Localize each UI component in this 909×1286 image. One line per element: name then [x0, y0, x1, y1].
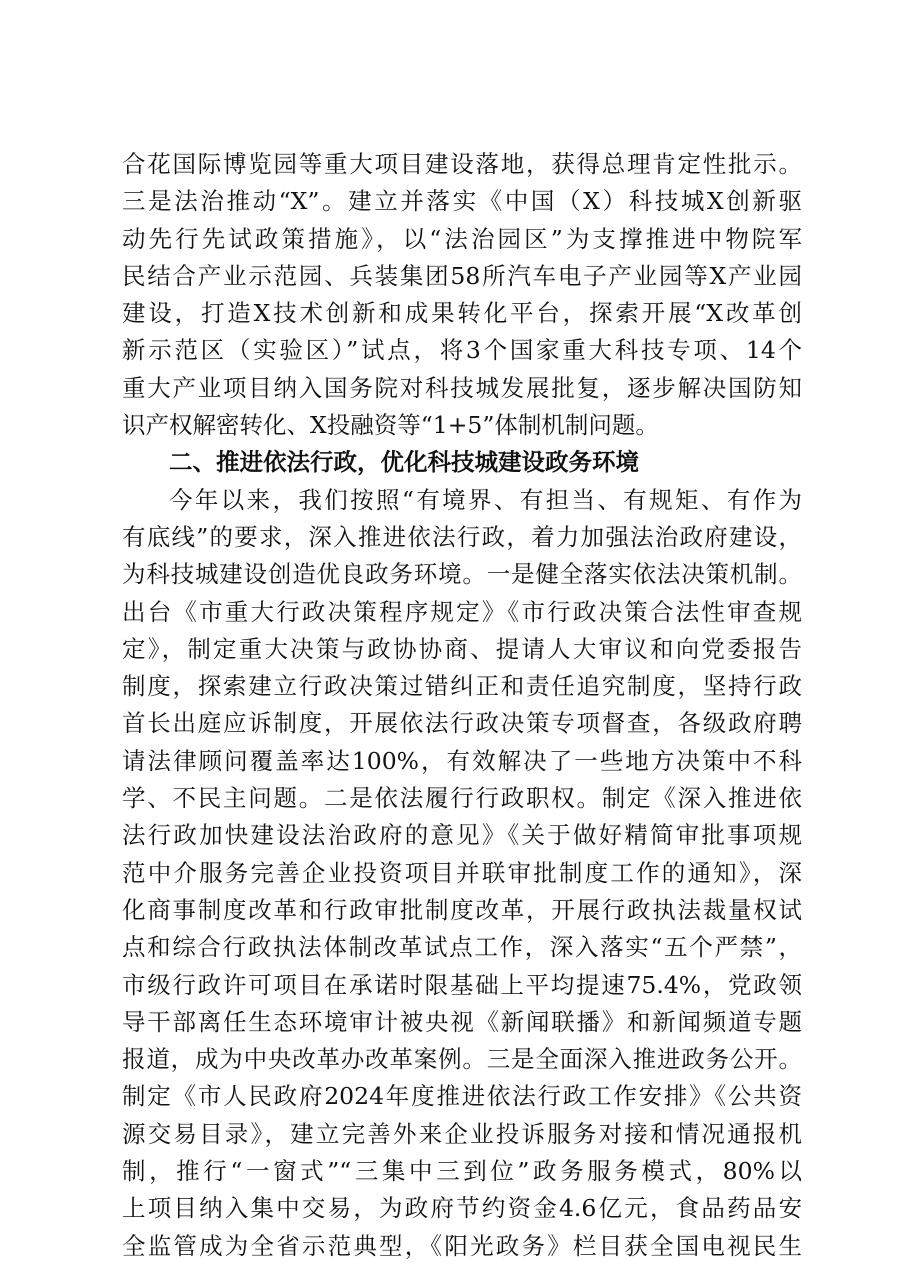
text-line-3: 动先行先试政策措施》，以“法治园区”为支撑推进中物院军 — [122, 224, 802, 253]
text-line-23: 市级行政许可项目在承诺时限基础上平均提速75.4%，党政领 — [122, 970, 802, 999]
text-line-12: 为科技城建设创造优良政务环境。一是健全落实依法决策机制。 — [122, 560, 802, 589]
text-line-22: 点和综合行政执法体制改革试点工作，深入落实“五个严禁”， — [122, 933, 802, 962]
text-line-10: 今年以来，我们按照“有境界、有担当、有规矩、有作为 — [169, 485, 802, 514]
text-line-29: 上项目纳入集中交易，为政府节约资金4.6亿元，食品药品安 — [122, 1194, 802, 1223]
text-line-5: 建设，打造X技术创新和成果转化平台，探索开展“X改革创 — [122, 299, 802, 328]
text-line-11: 有底线”的要求，深入推进依法行政，着力加强法治政府建设， — [122, 522, 802, 551]
text-line-28: 制，推行“一窗式”“三集中三到位”政务服务模式，80%以 — [122, 1157, 802, 1186]
text-line-7: 重大产业项目纳入国务院对科技城发展批复，逐步解决国防知 — [122, 373, 802, 402]
text-line-26: 制定《市人民政府2024年度推进依法行政工作安排》《公共资 — [122, 1082, 802, 1111]
text-line-27: 源交易目录》，建立完善外来企业投诉服务对接和情况通报机 — [122, 1119, 802, 1148]
document-body — [122, 146, 802, 1265]
text-line-16: 首长出庭应诉制度，开展依法行政决策专项督查，各级政府聘 — [122, 709, 802, 738]
section-heading: 二、推进依法行政，优化科技城建设政务环境 — [169, 448, 639, 477]
text-line-18: 学、不民主问题。二是依法履行行政职权。制定《深入推进依 — [122, 784, 802, 813]
text-line-2: 三是法治推动“X”。建立并落实《中国（X）科技城X创新驱 — [122, 187, 802, 216]
text-line-21: 化商事制度改革和行政审批制度改革，开展行政执法裁量权试 — [122, 895, 802, 924]
text-line-6: 新示范区（实验区）”试点，将3个国家重大科技专项、14个 — [122, 336, 802, 365]
text-line-19: 法行政加快建设法治政府的意见》《关于做好精简审批事项规 — [122, 821, 802, 850]
text-line-25: 报道，成为中央改革办改革案例。三是全面深入推进政务公开。 — [122, 1045, 802, 1074]
text-line-8: 识产权解密转化、X投融资等“1+5”体制机制问题。 — [122, 411, 659, 440]
text-line-14: 定》，制定重大决策与政协协商、提请人大审议和向党委报告 — [122, 634, 802, 663]
text-line-20: 范中介服务完善企业投资项目并联审批制度工作的通知》，深 — [122, 858, 802, 887]
text-line-15: 制度，探索建立行政决策过错纠正和责任追究制度，坚持行政 — [122, 672, 802, 701]
text-line-1: 合花国际博览园等重大项目建设落地，获得总理肯定性批示。 — [122, 150, 802, 178]
text-line-13: 出台《市重大行政决策程序规定》《市行政决策合法性审查规 — [122, 597, 802, 626]
text-line-17: 请法律顾问覆盖率达100%，有效解决了一些地方决策中不科 — [122, 746, 802, 775]
text-line-24: 导干部离任生态环境审计被央视《新闻联播》和新闻频道专题 — [122, 1007, 802, 1036]
text-line-30: 全监管成为全省示范典型，《阳光政务》栏目获全国电视民生 — [122, 1231, 802, 1260]
text-line-4: 民结合产业示范园、兵装集团58所汽车电子产业园等X产业园 — [122, 261, 802, 290]
